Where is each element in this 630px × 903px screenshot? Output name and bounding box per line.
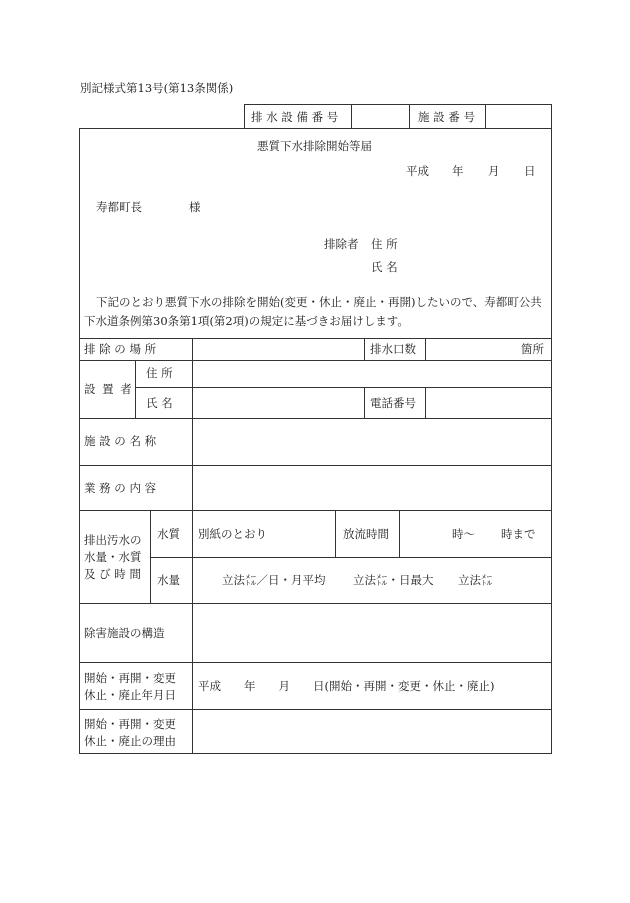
col-line [364, 387, 365, 418]
start-date-label: 開始・再開・変更 休止・廃止年月日 [84, 671, 176, 702]
honorific: 様 [189, 200, 201, 214]
col-line [425, 387, 426, 418]
discharge-time-label: 放流時間 [343, 527, 389, 541]
applicant-label: 排除者 [324, 237, 359, 251]
col-line [135, 360, 136, 418]
volume-max[interactable]: 立法㍍・日最大 [353, 573, 434, 587]
row-line [79, 662, 552, 663]
top-box-line [351, 104, 352, 128]
top-box-line [244, 104, 552, 105]
quality-value[interactable]: 別紙のとおり [198, 527, 267, 541]
volume-unit[interactable]: 立法㍍ [458, 573, 493, 587]
phone-field[interactable] [427, 389, 550, 417]
col-line [425, 338, 426, 360]
installer-label: 設 置 者 [84, 382, 134, 396]
quality-label: 水質 [157, 527, 180, 541]
wastewater-label: 排出汚水の 水量・水質 及 び 時 間 [84, 533, 142, 581]
top-box-line [551, 104, 552, 128]
row-line [79, 360, 552, 361]
row-line [79, 465, 552, 466]
frame-right [551, 128, 552, 754]
date-era: 平成 [406, 164, 429, 178]
applicant-name-label: 氏 名 [371, 260, 398, 274]
col-line [192, 338, 193, 510]
row-line [79, 338, 552, 339]
drain-equipment-no-label: 排 水 設 備 番 号 [251, 110, 339, 124]
time-from[interactable]: 時〜 [452, 527, 475, 541]
volume-average[interactable]: 立法㍍／日・月平均 [222, 573, 326, 587]
removal-structure-label: 除害施設の構造 [84, 626, 165, 640]
outlet-count-field[interactable] [427, 340, 511, 359]
facility-name-label: 施 設 の 名 称 [84, 434, 157, 448]
top-box-line [485, 104, 486, 128]
applicant-address-label: 住 所 [371, 237, 398, 251]
addressee: 寿都町長 [96, 200, 142, 214]
date-month: 月 [488, 164, 500, 178]
outlet-count-unit: 箇所 [521, 342, 544, 356]
top-box-line [409, 104, 410, 128]
date-day: 日 [524, 164, 536, 178]
col-line [192, 510, 193, 603]
row-line [79, 603, 552, 604]
reason-field[interactable] [194, 711, 550, 752]
row-line [79, 418, 552, 419]
business-content-field[interactable] [194, 467, 550, 509]
row-line [135, 387, 552, 388]
installer-address-label: 住 所 [146, 366, 173, 380]
time-to[interactable]: 時まで [501, 527, 536, 541]
frame-bottom [79, 753, 552, 754]
frame-top [79, 128, 552, 129]
reason-label: 開始・再開・変更 休止・廃止の理由 [84, 717, 176, 748]
facility-no-label: 施 設 番 号 [418, 110, 475, 124]
removal-structure-field[interactable] [194, 605, 550, 661]
col-line [150, 510, 151, 603]
col-line [192, 603, 193, 753]
form-title: 別記様式第13号(第13条関係) [80, 81, 234, 95]
installer-name-field[interactable] [194, 389, 362, 417]
discharge-location-field[interactable] [194, 340, 362, 359]
volume-label: 水量 [157, 573, 180, 587]
business-content-label: 業 務 の 内 容 [84, 481, 157, 495]
top-box-line [244, 104, 245, 128]
notice-title: 悪質下水排除開始等届 [257, 139, 372, 153]
frame-left [79, 128, 80, 754]
col-line [364, 338, 365, 360]
date-year: 年 [452, 164, 464, 178]
col-line [399, 510, 400, 557]
phone-label: 電話番号 [370, 396, 416, 410]
discharge-location-label: 排 除 の 場 所 [84, 342, 157, 356]
outlet-count-label: 排水口数 [370, 342, 416, 356]
start-date-value[interactable]: 平成 年 月 日(開始・再開・変更・休止・廃止) [198, 679, 495, 693]
row-line [79, 709, 552, 710]
notice-body: 下記のとおり悪質下水の排除を開始(変更・休止・廃止・再開)したいので、寿都町公共下水道条例第30条第1項(第2項)の規定に基づきお届けします。 [84, 295, 542, 328]
drain-equipment-no-field[interactable] [354, 110, 406, 124]
facility-no-field[interactable] [489, 110, 549, 124]
row-line [150, 557, 552, 558]
col-line [335, 510, 336, 557]
installer-address-field[interactable] [194, 362, 550, 386]
facility-name-field[interactable] [194, 420, 550, 464]
installer-name-label: 氏 名 [146, 396, 173, 410]
